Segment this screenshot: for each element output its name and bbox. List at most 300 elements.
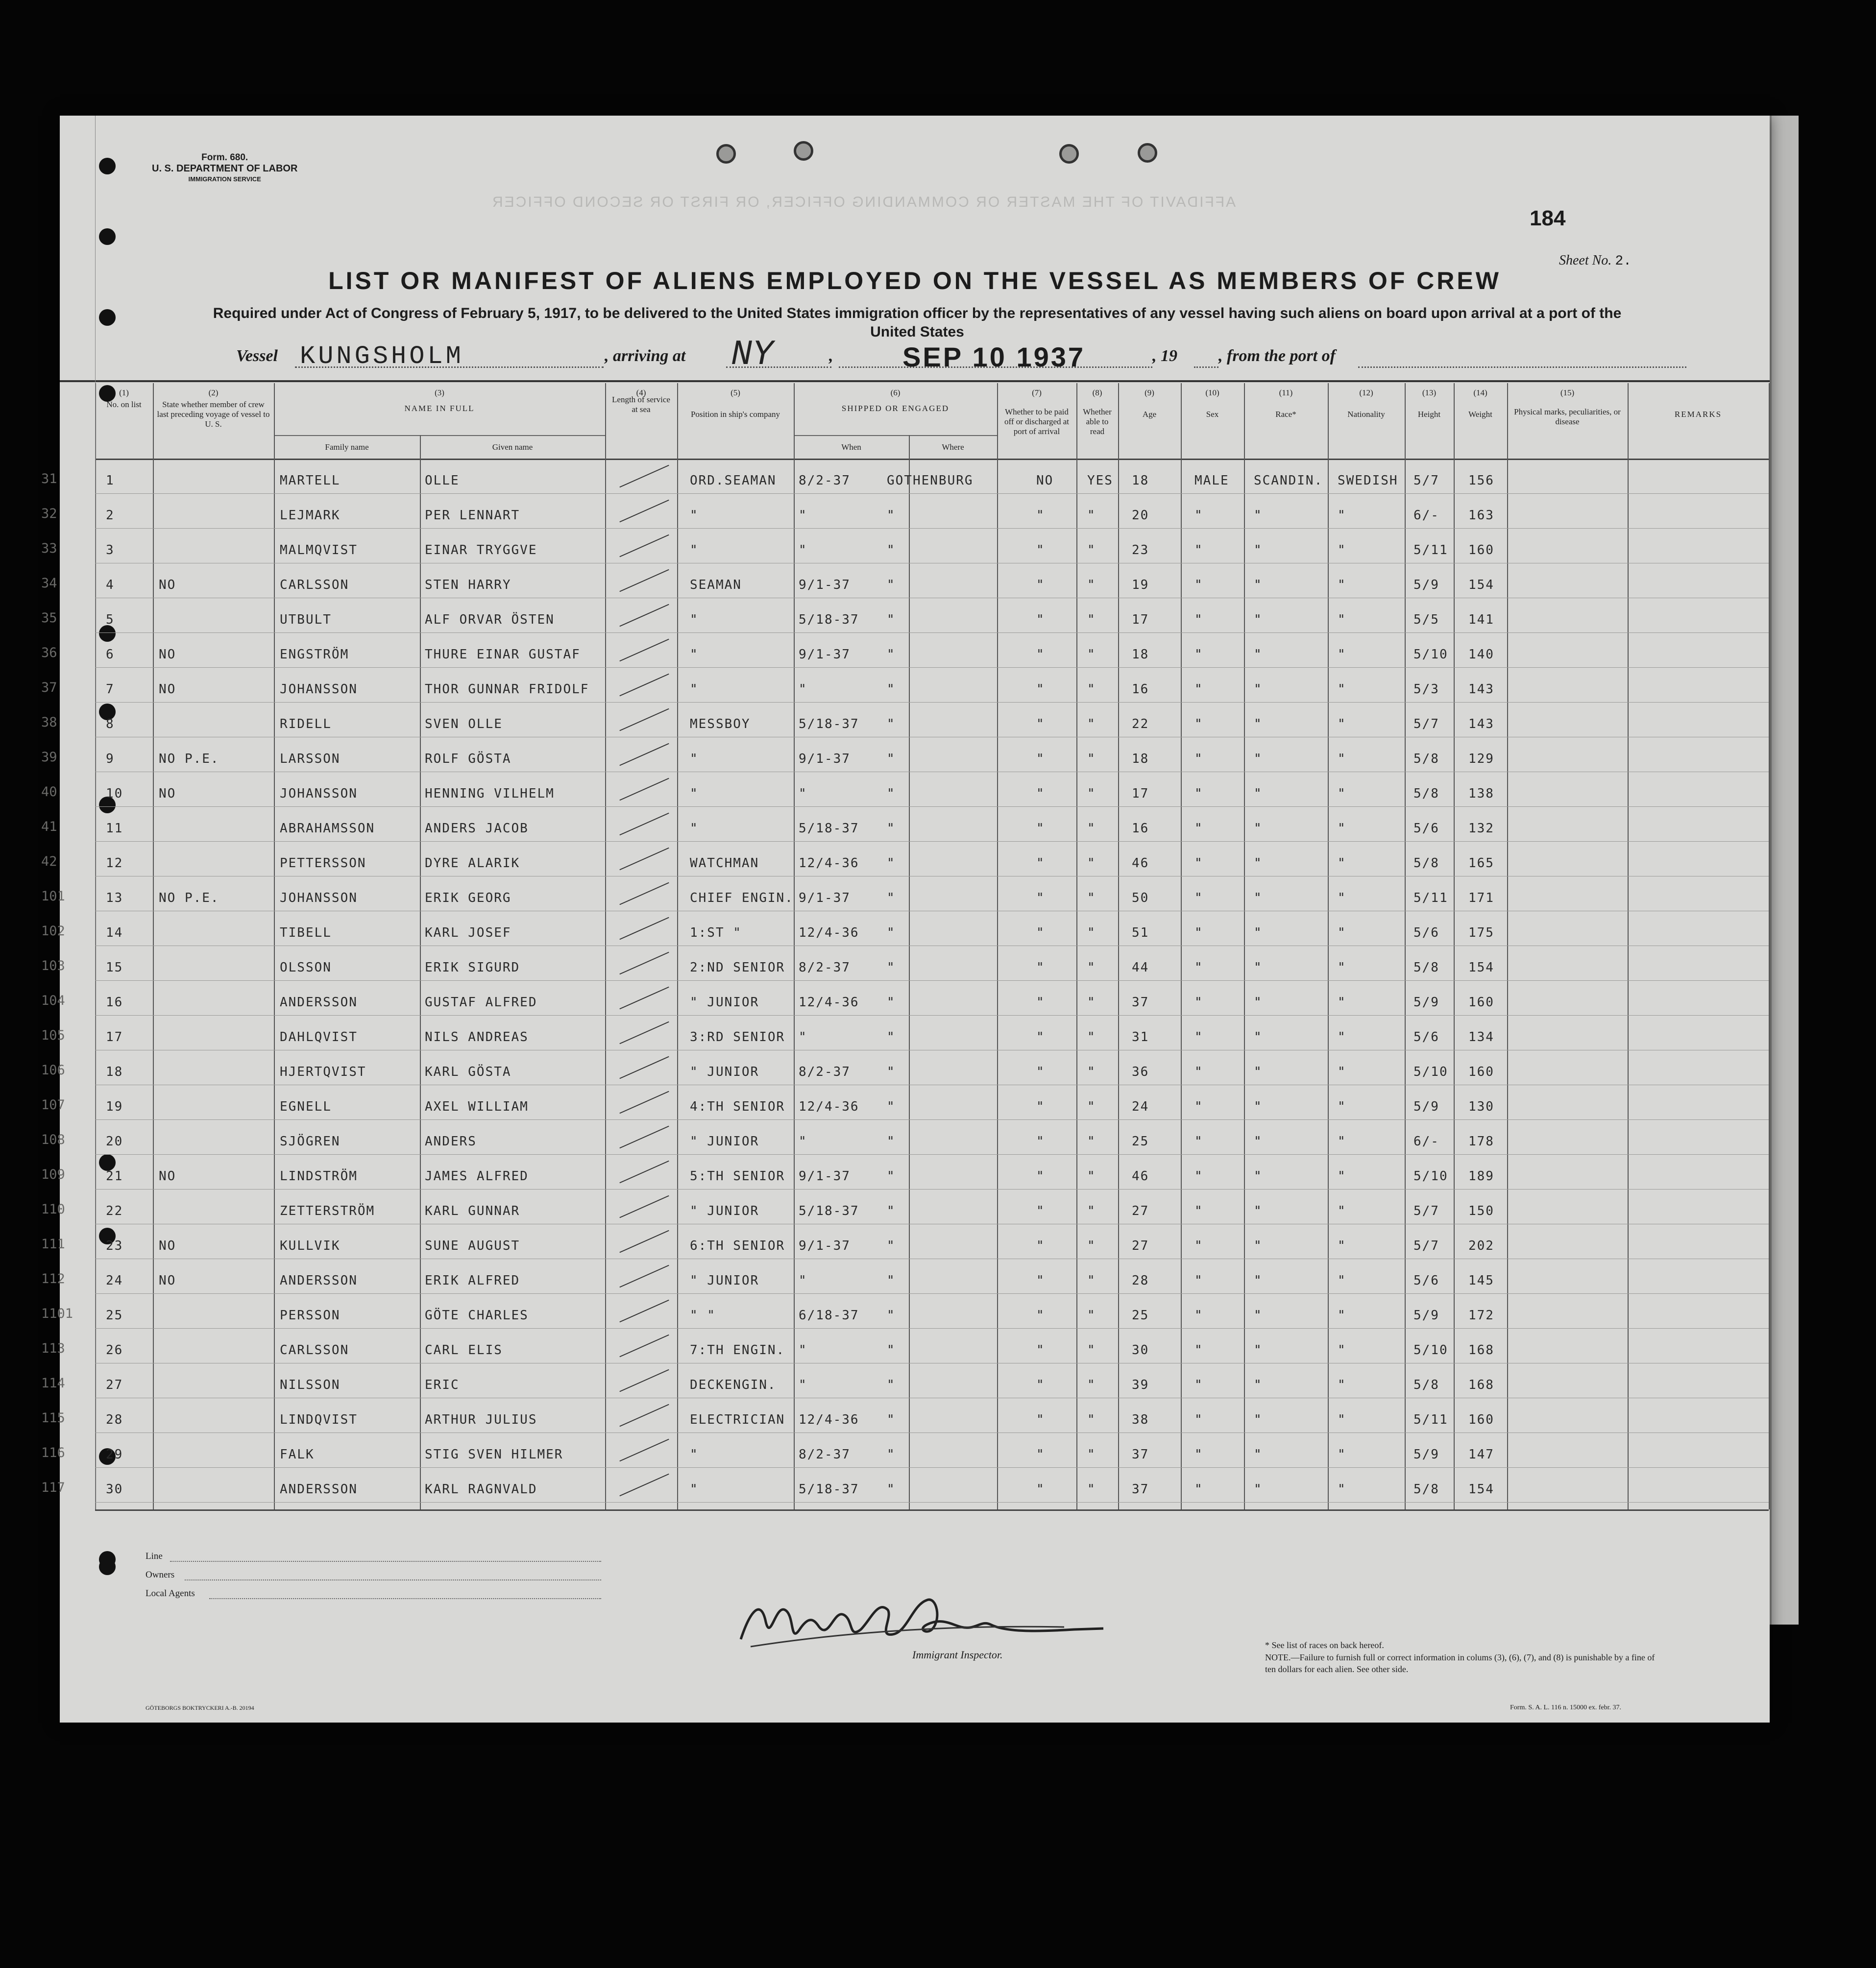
sex: " [1194, 1204, 1203, 1218]
crew-list-number: 1 [106, 473, 115, 488]
column-c1-header: No. on list [106, 400, 142, 409]
able-to-read: " [1087, 1412, 1096, 1427]
family-name: ZETTERSTRÖM [280, 1204, 375, 1218]
crew-list-number: 12 [106, 856, 123, 871]
service-tick-mark [619, 848, 669, 871]
owners-label: Owners [146, 1570, 175, 1580]
family-name: DAHLQVIST [280, 1030, 358, 1045]
crew-list-number: 2 [106, 508, 115, 523]
agents-underline [209, 1598, 601, 1599]
crew-list-number: 22 [106, 1204, 123, 1218]
paid-off: " [1036, 612, 1045, 627]
shipped-when: 8/2-37 [799, 1447, 851, 1462]
family-name: CARLSSON [280, 1343, 349, 1358]
column-c4-number: (4) [636, 388, 646, 397]
manifest-line-number: 117 [41, 1480, 65, 1495]
column-c9-number: (9) [1145, 388, 1154, 397]
manifest-line-number: 103 [41, 958, 65, 973]
shipped-when: 8/2-37 [799, 473, 851, 488]
sex: " [1194, 1482, 1203, 1497]
column-c8-header: Whether able to read [1083, 407, 1112, 436]
able-to-read: " [1087, 1239, 1096, 1253]
paid-off: " [1036, 1134, 1045, 1149]
given-name: ERIK ALFRED [425, 1273, 520, 1288]
shipped-where: " [887, 1239, 896, 1253]
manifest-line-number: 110 [41, 1202, 65, 1217]
able-to-read: " [1087, 891, 1096, 905]
weight: 156 [1468, 473, 1494, 488]
height: 5/10 [1413, 647, 1448, 662]
manifest-line-number: 32 [41, 506, 57, 521]
punch-hole [99, 625, 116, 642]
paid-off: " [1036, 995, 1045, 1010]
nationality: " [1338, 508, 1346, 523]
shipped-where: " [887, 786, 896, 801]
age: 18 [1132, 473, 1149, 488]
nationality: " [1338, 1412, 1346, 1427]
height: 5/8 [1413, 960, 1439, 975]
column-c14-number: (14) [1473, 388, 1487, 397]
previous-voyage: NO [159, 1239, 176, 1253]
family-name: JOHANSSON [280, 786, 358, 801]
race: " [1254, 682, 1263, 697]
crew-list-number: 6 [106, 647, 115, 662]
family-name: PETTERSSON [280, 856, 366, 871]
age: 36 [1132, 1065, 1149, 1079]
crew-list-number: 19 [106, 1099, 123, 1114]
paid-off: " [1036, 578, 1045, 592]
weight: 171 [1468, 891, 1494, 905]
height: 5/11 [1413, 891, 1448, 905]
position: " [690, 612, 699, 627]
shipped-when: 5/18-37 [799, 821, 859, 836]
crew-list-number: 13 [106, 891, 123, 905]
weight: 172 [1468, 1308, 1494, 1323]
punch-hole [99, 1154, 116, 1171]
race: " [1254, 1065, 1263, 1079]
age: 39 [1132, 1378, 1149, 1392]
punch-hole [99, 158, 116, 174]
nationality: " [1338, 1482, 1346, 1497]
race: " [1254, 1378, 1263, 1392]
crew-list-number: 11 [106, 821, 123, 836]
weight: 160 [1468, 1412, 1494, 1427]
nationality: " [1338, 1447, 1346, 1462]
age: 25 [1132, 1308, 1149, 1323]
given-name: PER LENNART [425, 508, 520, 523]
races-note: * See list of races on back hereof. [1265, 1640, 1384, 1650]
position: " [690, 682, 699, 697]
able-to-read: " [1087, 752, 1096, 766]
column-c7-number: (7) [1032, 388, 1042, 397]
able-to-read: " [1087, 1030, 1096, 1045]
column-rule [274, 383, 275, 1509]
given-name: EINAR TRYGGVE [425, 543, 537, 558]
race: " [1254, 1412, 1263, 1427]
given-name: SUNE AUGUST [425, 1239, 520, 1253]
column-c11-number: (11) [1279, 388, 1293, 397]
family-name: EGNELL [280, 1099, 332, 1114]
family-name: ANDERSSON [280, 995, 358, 1010]
age: 18 [1132, 752, 1149, 766]
row-rule [95, 1328, 1769, 1329]
shipped-when: 9/1-37 [799, 1169, 851, 1184]
service-tick-mark [619, 535, 669, 558]
column-rule [605, 383, 606, 1509]
service-tick-mark [619, 1056, 669, 1079]
crew-list-number: 8 [106, 717, 115, 731]
fine-note [1265, 1652, 1667, 1675]
manifest-line-number: 109 [41, 1167, 65, 1182]
sex: " [1194, 1378, 1203, 1392]
age: 23 [1132, 543, 1149, 558]
position: " JUNIOR [690, 1273, 759, 1288]
able-to-read: " [1087, 543, 1096, 558]
paid-off: " [1036, 1204, 1045, 1218]
crew-list-number: 30 [106, 1482, 123, 1497]
crew-list-number: 15 [106, 960, 123, 975]
position: WATCHMAN [690, 856, 759, 871]
row-rule [95, 1119, 1769, 1120]
shipped-where: " [887, 682, 896, 697]
race: " [1254, 891, 1263, 905]
crew-list-number: 14 [106, 925, 123, 940]
nationality: " [1338, 786, 1346, 801]
weight: 165 [1468, 856, 1494, 871]
shipped-when: 8/2-37 [799, 960, 851, 975]
position: " [690, 508, 699, 523]
crew-list-number: 5 [106, 612, 115, 627]
weight: 154 [1468, 578, 1494, 592]
height: 5/10 [1413, 1169, 1448, 1184]
column-rule [909, 435, 910, 1509]
sex: " [1194, 995, 1203, 1010]
given-name: STIG SVEN HILMER [425, 1447, 563, 1462]
race: " [1254, 1273, 1263, 1288]
shipped-where: " [887, 752, 896, 766]
from-underline [1358, 366, 1686, 368]
form-number: Form. 680. [201, 152, 248, 163]
family-name: FALK [280, 1447, 315, 1462]
crew-list-number: 25 [106, 1308, 123, 1323]
service-tick-mark [619, 813, 669, 836]
service-tick-mark [619, 1161, 669, 1184]
height: 6/- [1413, 508, 1439, 523]
nationality: " [1338, 821, 1346, 836]
family-name: NILSSON [280, 1378, 341, 1392]
height: 6/- [1413, 1134, 1439, 1149]
family-name: LARSSON [280, 752, 341, 766]
column-rule [1769, 383, 1770, 1509]
nationality: " [1338, 1378, 1346, 1392]
height: 5/7 [1413, 473, 1439, 488]
paid-off: " [1036, 891, 1045, 905]
shipped-where: " [887, 578, 896, 592]
shipped-where: " [887, 508, 896, 523]
crew-list-number: 21 [106, 1169, 123, 1184]
weight: 132 [1468, 821, 1494, 836]
able-to-read: " [1087, 1065, 1096, 1079]
height: 5/9 [1413, 578, 1439, 592]
row-rule [95, 1293, 1769, 1294]
race: SCANDIN. [1254, 473, 1323, 488]
sex: " [1194, 960, 1203, 975]
nationality: " [1338, 925, 1346, 940]
shipped-when: 9/1-37 [799, 752, 851, 766]
given-name: ROLF GÖSTA [425, 752, 512, 766]
crew-list-number: 24 [106, 1273, 123, 1288]
service-tick-mark [619, 1335, 669, 1358]
paid-off: " [1036, 1308, 1045, 1323]
row-rule [95, 980, 1769, 981]
sex: " [1194, 1239, 1203, 1253]
nationality: " [1338, 1065, 1346, 1079]
weight: 147 [1468, 1447, 1494, 1462]
position: DECKENGIN. [690, 1378, 777, 1392]
manifest-line-number: 1101 [41, 1306, 73, 1321]
given-name: KARL JOSEF [425, 925, 512, 940]
note-label: NOTE. [1265, 1652, 1291, 1662]
previous-voyage: NO [159, 682, 176, 697]
service-tick-mark [619, 708, 669, 731]
position: ELECTRICIAN [690, 1412, 785, 1427]
service-tick-mark [619, 882, 669, 905]
family-name: ABRAHAMSSON [280, 821, 375, 836]
column-rule [1405, 383, 1406, 1509]
shipped-where: " [887, 1273, 896, 1288]
age: 25 [1132, 1134, 1149, 1149]
service-name: IMMIGRATION SERVICE [188, 175, 261, 183]
service-tick-mark [619, 639, 669, 662]
bleed-through-affidavit: AFFIDAVIT OF THE MASTER OR COMMANDING OFFICER, OR FIRST OR SECOND OFFICER [491, 194, 1236, 210]
position: MESSBOY [690, 717, 751, 731]
punch-hole [99, 1558, 116, 1575]
sex: " [1194, 1065, 1203, 1079]
paid-off: " [1036, 925, 1045, 940]
height: 5/9 [1413, 1447, 1439, 1462]
height: 5/8 [1413, 1482, 1439, 1497]
shipped-where: " [887, 925, 896, 940]
family-name: KULLVIK [280, 1239, 341, 1253]
weight: 160 [1468, 1065, 1494, 1079]
given-name: ARTHUR JULIUS [425, 1412, 537, 1427]
row-rule [95, 702, 1769, 703]
able-to-read: " [1087, 1482, 1096, 1497]
able-to-read: " [1087, 647, 1096, 662]
position: " JUNIOR [690, 1134, 759, 1149]
race: " [1254, 786, 1263, 801]
shipped-when: " [799, 1030, 807, 1045]
given-name: GUSTAF ALFRED [425, 995, 537, 1010]
shipped-when: " [799, 1273, 807, 1288]
shipped-where: " [887, 1099, 896, 1114]
service-tick-mark [619, 1230, 669, 1253]
paid-off: " [1036, 1482, 1045, 1497]
age: 17 [1132, 786, 1149, 801]
binding-hole [794, 141, 813, 161]
nationality: " [1338, 543, 1346, 558]
crew-list-number: 29 [106, 1447, 123, 1462]
sex: " [1194, 508, 1203, 523]
race: " [1254, 1343, 1263, 1358]
arriving-label: , arriving at [605, 347, 686, 365]
shipped-when: " [799, 508, 807, 523]
sex: " [1194, 543, 1203, 558]
crew-list-number: 7 [106, 682, 115, 697]
manifest-line-number: 36 [41, 645, 57, 660]
position: 2:ND SENIOR [690, 960, 785, 975]
height: 5/6 [1413, 1030, 1439, 1045]
weight: 160 [1468, 543, 1494, 558]
manifest-line-number: 108 [41, 1132, 65, 1147]
family-name: OLSSON [280, 960, 332, 975]
service-tick-mark [619, 569, 669, 592]
sex: " [1194, 752, 1203, 766]
shipped-subheader-rule [794, 435, 997, 436]
column-rule [1328, 383, 1329, 1509]
sex: " [1194, 1343, 1203, 1358]
age: 37 [1132, 1482, 1149, 1497]
nationality: " [1338, 995, 1346, 1010]
given-name: OLLE [425, 473, 460, 488]
row-rule [95, 667, 1769, 668]
shipped-where: " [887, 717, 896, 731]
manifest-line-number: 105 [41, 1028, 65, 1043]
family-name: HJERTQVIST [280, 1065, 366, 1079]
column-c13-number: (13) [1422, 388, 1437, 397]
paid-off: " [1036, 856, 1045, 871]
sheet-number-value: 2. [1615, 254, 1632, 269]
name-subheader-rule [274, 435, 605, 436]
shipped-when: 12/4-36 [799, 925, 859, 940]
given-name: ERIK SIGURD [425, 960, 520, 975]
race: " [1254, 1482, 1263, 1497]
age: 20 [1132, 508, 1149, 523]
line-label: Line [146, 1551, 163, 1561]
height: 5/7 [1413, 1204, 1439, 1218]
paid-off: " [1036, 1343, 1045, 1358]
column-c14-header: Weight [1468, 410, 1492, 419]
column-c3-number: (3) [435, 388, 444, 397]
shipped-when: " [799, 682, 807, 697]
manifest-line-number: 38 [41, 715, 57, 730]
weight: 143 [1468, 717, 1494, 731]
row-rule [95, 1015, 1769, 1016]
manifest-line-number: 35 [41, 610, 57, 626]
column-rule [420, 435, 421, 1509]
race: " [1254, 578, 1263, 592]
year-underline [1194, 366, 1218, 368]
weight: 145 [1468, 1273, 1494, 1288]
position: " [690, 647, 699, 662]
column-c11-header: Race* [1275, 410, 1296, 419]
able-to-read: " [1087, 1343, 1096, 1358]
position: 3:RD SENIOR [690, 1030, 785, 1045]
crew-list-number: 10 [106, 786, 123, 801]
column-rule [1628, 383, 1629, 1509]
height: 5/8 [1413, 752, 1439, 766]
nationality: " [1338, 1134, 1346, 1149]
service-tick-mark [619, 1404, 669, 1427]
service-tick-mark [619, 500, 669, 523]
year-label: , 19 [1152, 347, 1177, 365]
shipped-when: " [799, 543, 807, 558]
service-tick-mark [619, 1091, 669, 1114]
manifest-line-number: 107 [41, 1097, 65, 1113]
family-name: RIDELL [280, 717, 332, 731]
height: 5/9 [1413, 995, 1439, 1010]
column-where-header: Where [942, 442, 964, 452]
family-name: LINDSTRÖM [280, 1169, 358, 1184]
column-rule [1181, 383, 1182, 1509]
shipped-where: GOTHENBURG [887, 473, 974, 488]
family-name: JOHANSSON [280, 682, 358, 697]
family-name: CARLSSON [280, 578, 349, 592]
paid-off: " [1036, 508, 1045, 523]
sex: " [1194, 717, 1203, 731]
table-top-border [60, 380, 1770, 382]
sex: MALE [1194, 473, 1229, 488]
sex: " [1194, 856, 1203, 871]
position: ORD.SEAMAN [690, 473, 777, 488]
weight: 143 [1468, 682, 1494, 697]
able-to-read: " [1087, 682, 1096, 697]
family-name: LINDQVIST [280, 1412, 358, 1427]
able-to-read: " [1087, 717, 1096, 731]
form-reference: Form. S. A. L. 116 n. 15000 ex. febr. 37. [1510, 1704, 1621, 1711]
weight: 129 [1468, 752, 1494, 766]
position: " [690, 1482, 699, 1497]
crew-list-number: 4 [106, 578, 115, 592]
sex: " [1194, 1169, 1203, 1184]
previous-voyage: NO [159, 647, 176, 662]
race: " [1254, 508, 1263, 523]
manifest-line-number: 31 [41, 471, 57, 486]
able-to-read: " [1087, 786, 1096, 801]
nationality: " [1338, 1099, 1346, 1114]
manifest-line-number: 34 [41, 576, 57, 591]
column-family-name-header: Family name [325, 442, 369, 452]
previous-voyage: NO [159, 1169, 176, 1184]
manifest-line-number: 42 [41, 854, 57, 869]
able-to-read: " [1087, 995, 1096, 1010]
column-c1-number: (1) [119, 388, 129, 397]
family-name: MARTELL [280, 473, 341, 488]
shipped-when: 8/2-37 [799, 1065, 851, 1079]
sex: " [1194, 1308, 1203, 1323]
position: " [690, 543, 699, 558]
weight: 150 [1468, 1204, 1494, 1218]
table-bottom-border [95, 1509, 1769, 1511]
service-tick-mark [619, 743, 669, 766]
age: 22 [1132, 717, 1149, 731]
manifest-line-number: 104 [41, 993, 65, 1008]
manifest-line-number: 102 [41, 923, 65, 939]
height: 5/8 [1413, 856, 1439, 871]
line-underline [170, 1561, 601, 1562]
given-name: KARL RAGNVALD [425, 1482, 537, 1497]
sex: " [1194, 1447, 1203, 1462]
given-name: CARL ELIS [425, 1343, 503, 1358]
printer-mark: GÖTEBORGS BOKTRYCKERI A.-B. 20194 [146, 1704, 254, 1711]
position: 1:ST " [690, 925, 742, 940]
sex: " [1194, 925, 1203, 940]
weight: 154 [1468, 1482, 1494, 1497]
column-remarks-header: REMARKS [1674, 410, 1722, 419]
age: 37 [1132, 995, 1149, 1010]
sex: " [1194, 612, 1203, 627]
height: 5/11 [1413, 543, 1448, 558]
